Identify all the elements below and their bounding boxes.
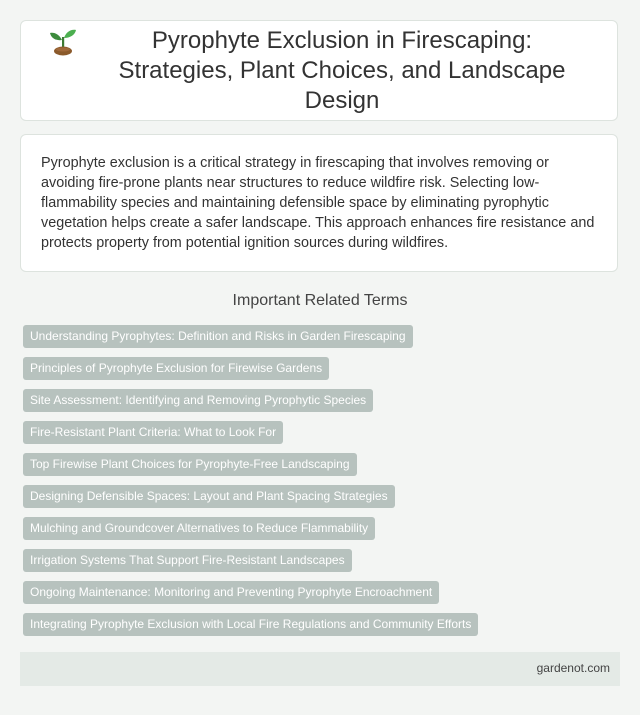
related-term-tag[interactable]: Designing Defensible Spaces: Layout and Plant Spacing Strategies [23,485,395,508]
related-term-tag[interactable]: Irrigation Systems That Support Fire-Resistant Landscapes [23,549,352,572]
summary-card [20,134,618,272]
related-term-tag[interactable]: Principles of Pyrophyte Exclusion for Firewise Gardens [23,357,329,380]
sprout-icon [49,26,77,58]
related-term-tag[interactable]: Understanding Pyrophytes: Definition and Risks in Garden Firescaping [23,325,413,348]
related-terms-list [23,325,623,645]
related-terms-heading: Important Related Terms [232,292,408,309]
summary-text: Pyrophyte exclusion is a critical strategy in firescaping that involves removing or avoiding fire-prone plants near structures to reduce wildfire risk. Selecting low-flammability species and maintaining defensible space by eliminating pyrophytic vegetation helps create a safer landscape. This approach enhances fire resistance and protects property from potential ignition sources during wildfires. [41,155,595,251]
related-term-tag[interactable]: Fire-Resistant Plant Criteria: What to Look For [23,421,283,444]
related-term-tag[interactable]: Integrating Pyrophyte Exclusion with Local Fire Regulations and Community Efforts [23,613,478,636]
page-title: Pyrophyte Exclusion in Firescaping: Strategies, Plant Choices, and Landscape Design [118,26,566,114]
footer [20,652,620,686]
related-term-tag[interactable]: Top Firewise Plant Choices for Pyrophyte-Free Landscaping [23,453,357,476]
title-card [20,20,618,121]
related-term-tag[interactable]: Mulching and Groundcover Alternatives to Reduce Flammability [23,517,375,540]
related-term-tag[interactable]: Ongoing Maintenance: Monitoring and Preventing Pyrophyte Encroachment [23,581,439,604]
footer-site-name[interactable]: gardenot.com [536,661,610,675]
title-wrap [49,26,589,116]
related-term-tag[interactable]: Site Assessment: Identifying and Removing Pyrophytic Species [23,389,373,412]
